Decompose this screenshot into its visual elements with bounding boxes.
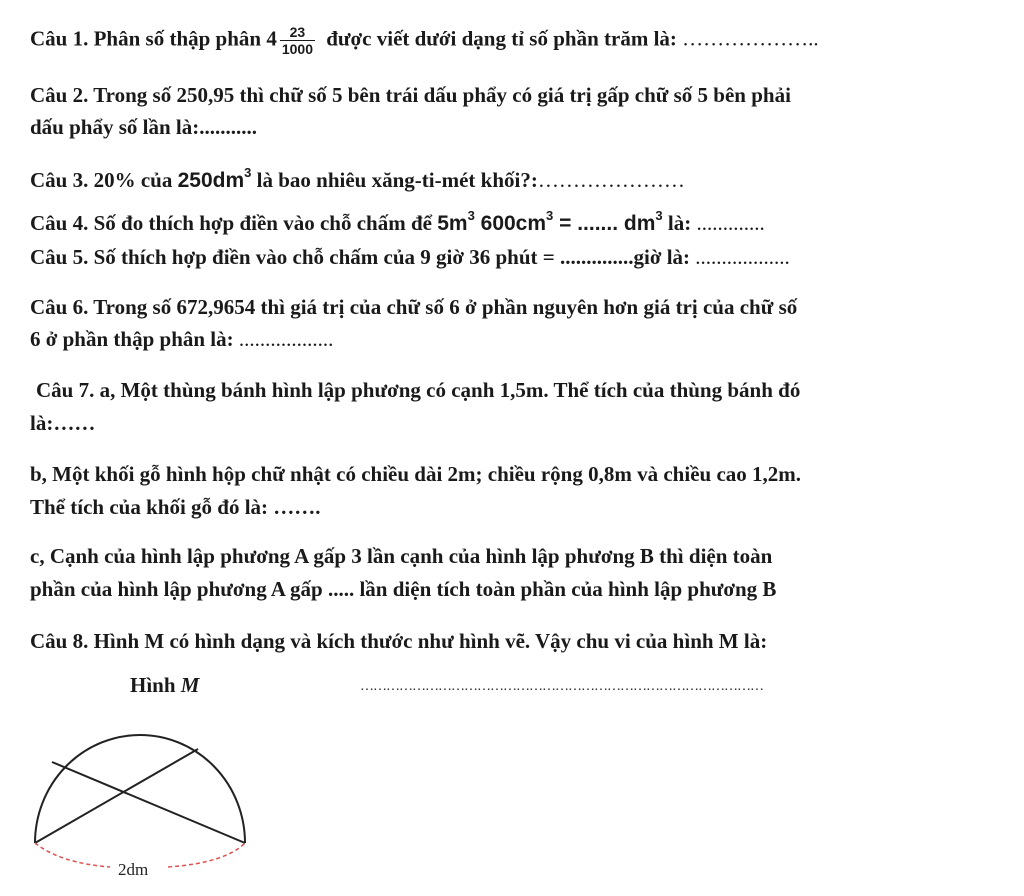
q1-answer-blank: ……………….. bbox=[682, 26, 819, 51]
q1-prefix: Câu 1. Phân số thập phân 4 bbox=[30, 26, 277, 51]
q4-suffix: là: bbox=[667, 211, 692, 235]
q4-exponent-1: 3 bbox=[467, 208, 475, 223]
question-7a-line-1: Câu 7. a, Một thùng bánh hình lập phương có cạnh 1,5m. Thể tích của thùng bánh đó bbox=[36, 378, 801, 402]
q4-prefix: Câu 4. Số đo thích hợp điền vào chỗ chấm để bbox=[30, 211, 432, 235]
question-7b-line-2: Thể tích của khối gỗ đó là: ……. bbox=[30, 495, 321, 519]
question-1 bbox=[30, 24, 819, 57]
q3-prefix: Câu 3. 20% của bbox=[30, 168, 173, 192]
figure-diagonal-2 bbox=[35, 749, 198, 843]
q8-answer-blank: ………………………………………………………………………………… bbox=[360, 679, 763, 694]
question-8-line-1: Câu 8. Hình M có hình dạng và kích thước như hình vẽ. Vậy chu vi của hình M là: bbox=[30, 629, 768, 653]
question-3 bbox=[30, 167, 685, 194]
question-4 bbox=[30, 210, 765, 237]
figure-dimension-label: 2dm bbox=[118, 860, 149, 879]
q5-middle: ..............giờ là: bbox=[559, 245, 691, 269]
q3-exponent: 3 bbox=[244, 165, 252, 180]
figure-letter: M bbox=[180, 673, 200, 697]
question-7c-line-2: phần của hình lập phương A gấp ..... lần diện tích toàn phần của hình lập phương B bbox=[30, 577, 777, 601]
q5-prefix: Câu 5. Số thích hợp điền vào chỗ chấm của 9 giờ 36 phút = bbox=[30, 245, 555, 269]
q5-answer-blank: .................. bbox=[695, 245, 790, 269]
question-5 bbox=[30, 244, 790, 270]
q1-fraction-denominator: 1000 bbox=[281, 41, 313, 57]
q4-exponent-2: 3 bbox=[546, 208, 554, 223]
q3-value-text: 250dm bbox=[177, 169, 245, 192]
q4-value-1: 5m bbox=[437, 212, 468, 235]
question-7b-line-1: b, Một khối gỗ hình hộp chữ nhật có chiều dài 2m; chiều rộng 0,8m và chiều cao 1,2m. bbox=[30, 462, 802, 486]
figure-label: Hình bbox=[130, 673, 176, 697]
q3-suffix: là bao nhiêu xăng-ti-mét khối?: bbox=[256, 168, 538, 192]
q4-answer-blank: ............. bbox=[696, 211, 765, 235]
q1-fraction bbox=[280, 24, 315, 57]
figure-dimension-curve-right bbox=[168, 843, 245, 867]
question-2-line-1: Câu 2. Trong số 250,95 thì chữ số 5 bên trái dấu phẩy có giá trị gấp chữ số 5 bên phải bbox=[30, 83, 791, 107]
q6-answer-blank: .................. bbox=[238, 327, 334, 351]
q4-answer-slot: = ....... dm bbox=[559, 212, 656, 235]
figure-caption bbox=[130, 672, 199, 698]
question-6-line-2 bbox=[30, 326, 333, 352]
figure-m bbox=[30, 725, 260, 885]
q1-fraction-numerator: 23 bbox=[280, 24, 315, 41]
q1-suffix: được viết dưới dạng tỉ số phần trăm là: bbox=[326, 26, 677, 51]
figure-dimension-curve-left bbox=[35, 843, 110, 867]
figure-semicircle-arc bbox=[35, 735, 245, 843]
q3-answer-blank: ………………… bbox=[537, 168, 685, 192]
q4-exponent-3: 3 bbox=[655, 208, 663, 223]
question-7c-line-1: c, Cạnh của hình lập phương A gấp 3 lần cạnh của hình lập phương B thì diện toàn bbox=[30, 544, 773, 568]
q4-expression bbox=[437, 208, 663, 235]
q6-line-2-text: 6 ở phần thập phân là: bbox=[30, 327, 234, 351]
q3-value bbox=[177, 165, 252, 192]
q4-value-2: 600cm bbox=[480, 212, 547, 235]
question-2-line-2: dấu phẩy số lần là:........... bbox=[30, 115, 257, 139]
question-6-line-1: Câu 6. Trong số 672,9654 thì giá trị của chữ số 6 ở phần nguyên hơn giá trị của chữ số bbox=[30, 295, 798, 319]
figure-diagonal-1 bbox=[52, 762, 245, 843]
question-7a-line-2: là:…… bbox=[30, 411, 96, 435]
